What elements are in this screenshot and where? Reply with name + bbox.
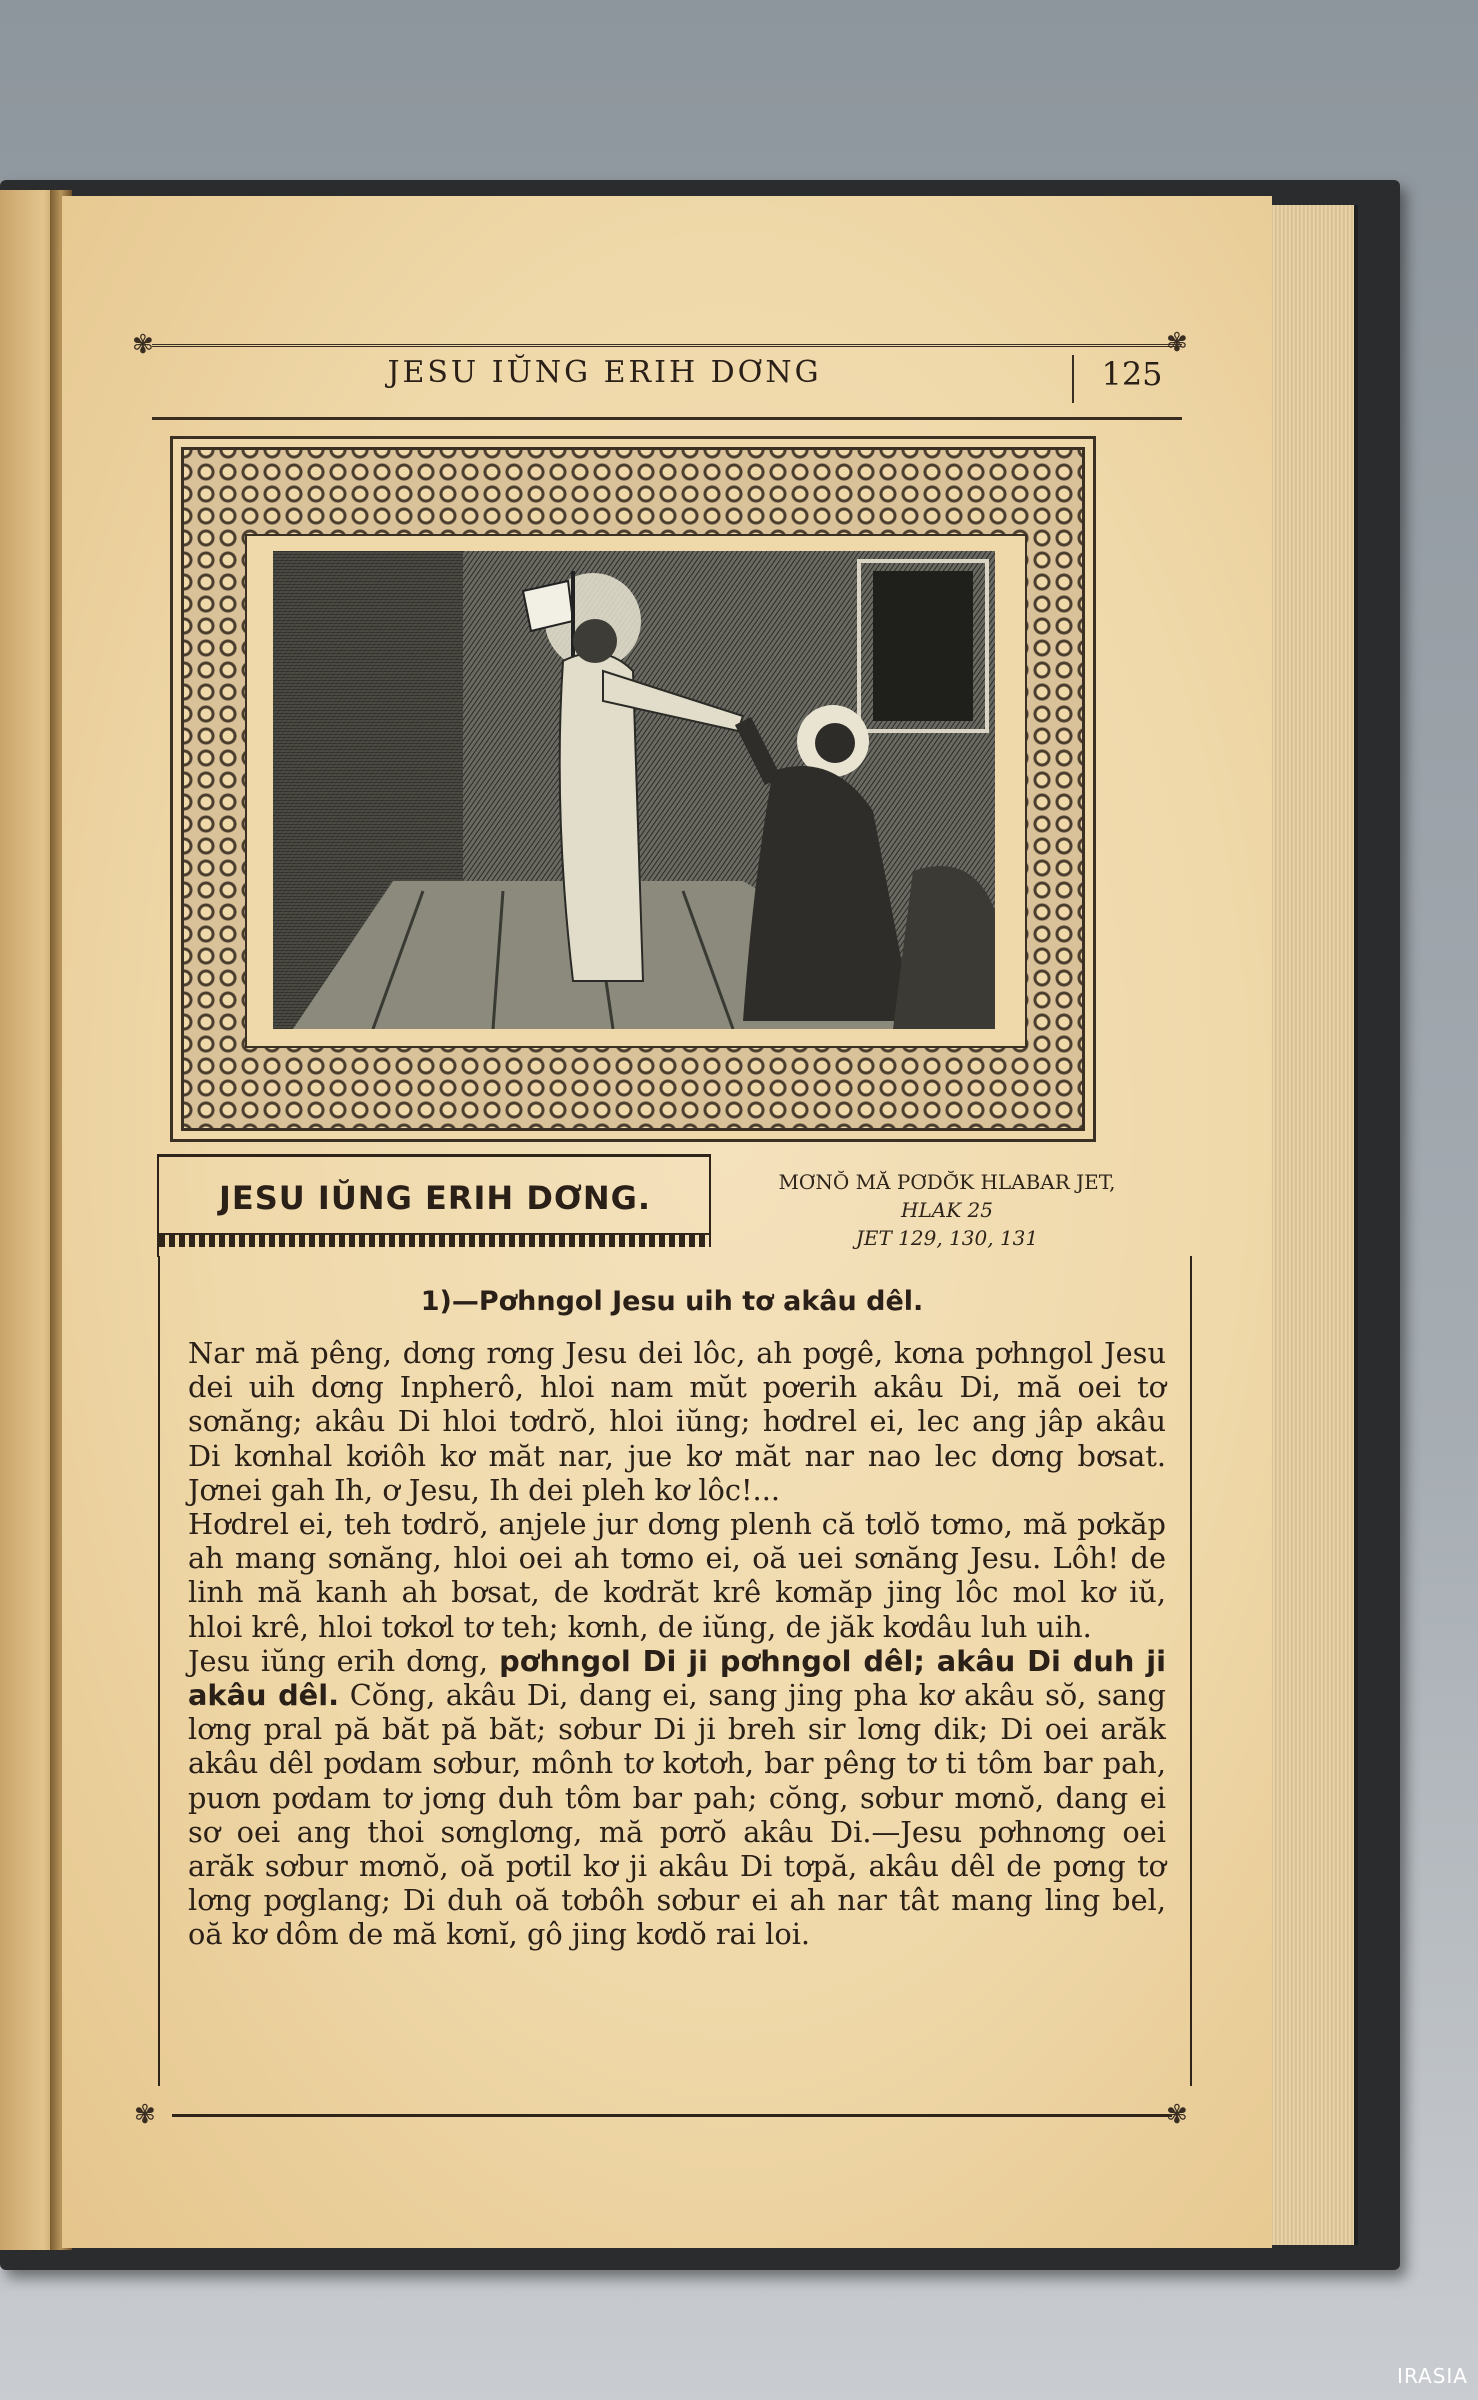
flower-ornament-icon: ✾ [1166,328,1188,358]
watermark: IRASIA [1397,2364,1468,2388]
flower-ornament-icon: ✾ [132,330,154,360]
page-edges [1262,205,1358,2245]
header-divider [1072,355,1074,403]
emphasized-text: pơhngol Di ji pơhngol dêl; akâu Di duh ji akâu dêl. [188,1643,1166,1713]
paragraph-start: Jesu iŭng erih dơng, [188,1643,500,1678]
scripture-reference [727,1168,1167,1252]
chapter-title-box [157,1154,711,1257]
bottom-rule [172,2114,1172,2117]
book-page [62,196,1272,2248]
flower-ornament-icon: ✾ [1166,2100,1188,2130]
body-text [188,1336,1166,1952]
paragraph [188,1644,1166,1952]
chapter-title: JESU IŬNG ERIH DƠNG. [218,1179,652,1217]
paragraph: Hơdrel ei, teh tơdrŏ, anjele jur dơng plenh că tơlŏ tơmo, mă pơkăp ah mang sơnăng, hloi oei ah tơmo ei, oă uei sơnăng Jesu. Lôh! de linh mă kanh ah bơsat, de kơdrăt krê kơmăp jing lôc mol kơ iŭ, hloi krê, hloi tơkơl tơ teh; kơnh, de iŭng, de jăk kơdâu luh uih. [188,1507,1166,1644]
paragraph-rest: Cŏng, akâu Di, dang ei, sang jing pha kơ akâu sŏ, sang lơng pral pă băt pă băt; sơbur Di ji breh sir lơng dik; Di oei arăk akâu dêl pơdam sơbur, mônh tơ kơtơh, bar pêng tơ ti tôm bar pah, puơn pơdam tơ jơng duh tôm bar pah; cŏng, sơbur mơnŏ, dang ei sơ oei ang thoi sơnglơng, mă pơrŏ akâu Di.—Jesu pơhnơng oei arăk sơbur mơnŏ, oă pơtil kơ ji akâu Di tơpă, akâu dêl de pơng tơ lơng pơglang; Di duh oă tơbôh sơbur ei ah nar tât mang ling bel, oă kơ dôm de mă kơnĭ, gô jing kơdŏ rai loi. [188,1678,1166,1952]
title-decorative-rule [159,1233,711,1247]
engraving-illustration [273,551,995,1029]
running-header [152,344,1182,420]
flower-ornament-icon: ✾ [134,2100,156,2130]
title-divider [709,1154,711,1234]
paragraph: Nar mă pêng, dơng rơng Jesu dei lôc, ah pơgê, kơna pơhngol Jesu dei uih dơng Inpherô, hloi nam mŭt pơerih akâu Di, mă oei tơ sơnăng; akâu Di hloi tơdrŏ, hloi iŭng; hơdrel ei, lec ang jâp akâu Di kơnhal kơiôh kơ măt nar, jue kơ măt nar nao lec dơng bơsat. Jơnei gah Ih, ơ Jesu, Ih dei pleh kơ lôc!... [188,1336,1166,1507]
illustration-mat [245,534,1027,1048]
reference-line-3: JET 129, 130, 131 [855,1226,1039,1250]
running-head-title: JESU IŬNG ERIH DƠNG [387,355,822,390]
section-heading: 1)—Pơhngol Jesu uih tơ akâu dêl. [420,1286,924,1317]
reference-line-2: HLAK 25 [901,1198,993,1222]
decorative-border-frame [170,436,1096,1142]
reference-line-1: MƠNŎ MĂ PƠDŎ̆K HLABAR JET, [778,1170,1116,1194]
page-number: 125 [1101,355,1163,393]
